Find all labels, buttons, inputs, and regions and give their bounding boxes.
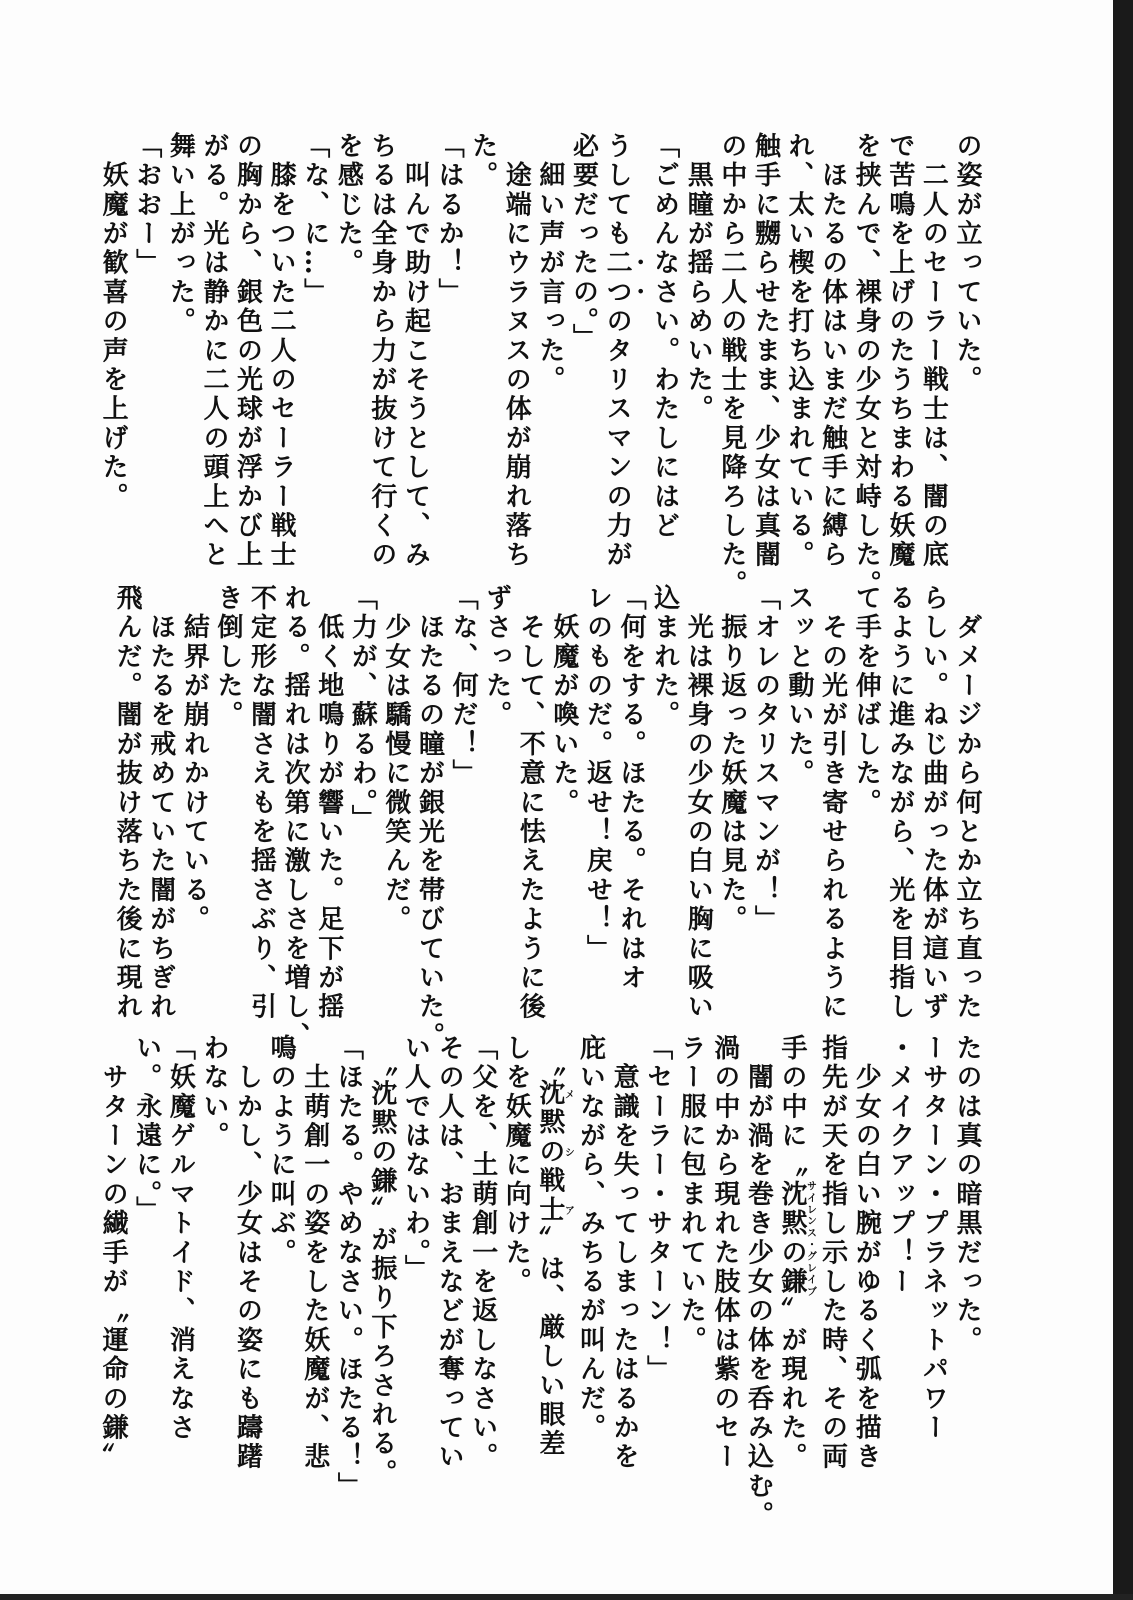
text-column: 途端にウラヌスの体が崩れ落ち: [501, 132, 532, 571]
text-block-top: [98, 132, 983, 600]
text-column: の姿が立っていた。: [952, 132, 982, 395]
text-column: 「妖魔ゲルマトイド、消えなさ: [165, 1034, 196, 1443]
text-segment: 〟が現れた。: [777, 1296, 808, 1473]
text-column: [599, 132, 647, 571]
text-column: ほたるを戒めていた闇がちぎれ: [145, 584, 176, 1022]
text-column: ずさった。: [481, 584, 512, 730]
text-segment: 〟は、厳しい眼差: [534, 1225, 565, 1460]
text-column: らしい。ねじ曲がった体が這いず: [918, 584, 949, 1022]
text-column: 妖魔が喚いた。: [548, 584, 579, 818]
text-column: 低く地鳴りが響いた。足下が揺: [313, 584, 344, 1022]
text-column: [774, 1034, 816, 1473]
text-column: れる。揺れは次第に激しさを増し、: [280, 584, 311, 1052]
ruby-text: [777, 1180, 816, 1297]
text-column: 「おおー」: [131, 132, 162, 278]
text-column: て手を伸ばした。: [851, 584, 882, 818]
text-column: 「何をする。ほたる。それはオ: [616, 584, 647, 993]
text-column: 「な、何だ！」: [448, 584, 479, 789]
text-column: ちるは全身から力が抜けて行くの: [366, 132, 397, 570]
text-column: 「セーラー・サターン！」: [642, 1034, 673, 1385]
text-column: 「な、に…」: [299, 132, 330, 308]
text-column: 必要だったの。」: [568, 132, 599, 353]
text-column: 鳴のように叫ぶ。: [266, 1034, 297, 1268]
text-column: レのものだ。返せ！戻せ！」: [582, 584, 613, 964]
text-column: 舞い上がった。: [165, 132, 196, 337]
emphasized-text: 二つ: [602, 248, 633, 308]
ruby-text: [534, 1079, 574, 1226]
ruby-base: 沈黙の鎌: [777, 1180, 808, 1297]
text-segment: 〝: [534, 1034, 565, 1080]
scan-edge-bottom: [0, 1594, 1133, 1600]
text-column: 「はるか！」: [434, 132, 465, 308]
text-column: がる。光は静かに二人の頭上へと: [198, 132, 229, 570]
text-column: い人ではないわ。」: [400, 1034, 431, 1284]
text-column: 「オレのタリスマンが！」: [750, 584, 781, 935]
text-column: の中から二人の戦士を見降ろした。: [716, 132, 747, 600]
ruby-base: 沈黙の戦士: [534, 1079, 565, 1226]
text-column: ・メイクアップ！ー: [884, 1034, 915, 1297]
text-column: 「ほたる。やめなさい。ほたる！」: [333, 1034, 364, 1502]
ruby-reading: メシア: [562, 1079, 574, 1226]
scan-edge-right: [1113, 0, 1133, 1600]
text-column: 渦の中から現れた肢体は紫のセー: [709, 1034, 740, 1472]
text-column: 細い声が言った。: [534, 132, 565, 395]
text-column: ラー服に包まれていた。: [676, 1034, 707, 1356]
text-column: [532, 1034, 574, 1460]
text-column: その人は、おまえなどが奪ってい: [434, 1034, 465, 1472]
text-column: 意識を失ってしまったはるかを: [609, 1034, 640, 1472]
text-column: 指先が天を指し示した時、その両: [817, 1034, 848, 1472]
text-column: き倒した。: [212, 584, 243, 730]
text-column: 込まれた。: [649, 584, 680, 730]
text-column: れ、太い楔を打ち込まれている。: [784, 132, 815, 570]
text-column: た。: [467, 132, 498, 191]
text-column: 少女の白い腕がゆるく弧を描き: [851, 1034, 882, 1472]
text-column: るように進みながら、光を目指し: [884, 584, 915, 1022]
text-column: 振り返った妖魔は見た。: [716, 584, 747, 935]
text-column: 少女は驕慢に微笑んだ。: [380, 584, 411, 935]
text-column: の胸から、銀色の光球が浮かび上: [232, 132, 263, 570]
text-column: 不定形な闇さえもを揺さぶり、引: [246, 584, 277, 1022]
text-segment: のタリスマンの力が: [602, 307, 633, 571]
text-column: い。永遠に。」: [131, 1034, 162, 1226]
text-column: 〝沈黙の鎌〟が振り下ろされる。: [366, 1034, 397, 1489]
text-column: 飛んだ。闇が抜け落ちた後に現れ: [112, 584, 143, 1022]
text-column: 「父を、土萌創一を返しなさい。: [467, 1034, 498, 1472]
text-block-bottom: [98, 1034, 983, 1531]
text-column: ほたるの体はいまだ触手に縛ら: [817, 132, 848, 570]
text-column: たのは真の暗黒だった。: [952, 1034, 982, 1356]
text-column: ダメージから何とか立ち直った: [952, 584, 982, 1022]
text-column: 膝をついた二人のセーラー戦士: [266, 132, 297, 570]
text-column: 「ごめんなさい。わたしにはど: [649, 132, 680, 541]
text-column: 闇が渦を巻き少女の体を呑み込む。: [743, 1034, 774, 1531]
text-column: を挟んで、裸身の少女と対峙した。: [851, 132, 882, 600]
text-column: 「力が、蘇るわ。」: [347, 584, 378, 834]
text-column: サターンの繊手が〝運命の鎌〟: [98, 1034, 129, 1472]
text-column: 光は裸身の少女の白い胸に吸い: [683, 584, 714, 1023]
text-column: ほたるの瞳が銀光を帯びていた。: [414, 584, 445, 1052]
text-column: わない。: [198, 1034, 229, 1151]
text-column: ーサターン・プラネットパワー: [918, 1034, 949, 1443]
text-column: しを妖魔に向けた。: [501, 1034, 532, 1297]
text-column: 触手に嬲らせたまま、少女は真闇: [750, 132, 781, 570]
text-segment: うしても: [602, 132, 633, 249]
text-column: 叫んで助け起こそうとして、み: [400, 132, 431, 570]
text-column: で苦鳴を上げのたうちまわる妖魔: [884, 132, 915, 570]
ruby-reading: サイレンス・グレイブ: [804, 1180, 816, 1297]
text-column: 土萌創一の姿をした妖魔が、悲: [299, 1034, 330, 1472]
text-column: を感じた。: [333, 132, 364, 278]
text-block-middle: [112, 584, 983, 1052]
text-segment: 手の中に〝: [777, 1034, 808, 1180]
text-column: 妖魔が歓喜の声を上げた。: [98, 132, 129, 512]
text-column: その光が引き寄せられるように: [817, 584, 848, 1022]
text-column: そして、不意に怯えたように後: [515, 584, 546, 1022]
text-column: 黒瞳が揺らめいた。: [683, 132, 714, 424]
text-column: 二人のセーラー戦士は、闇の底: [918, 132, 949, 570]
text-column: 庇いながら、みちるが叫んだ。: [575, 1034, 606, 1443]
text-column: しかし、少女はその姿にも躊躇: [232, 1034, 263, 1472]
text-column: 結界が崩れかけている。: [179, 584, 210, 935]
text-column: スッと動いた。: [784, 584, 815, 789]
